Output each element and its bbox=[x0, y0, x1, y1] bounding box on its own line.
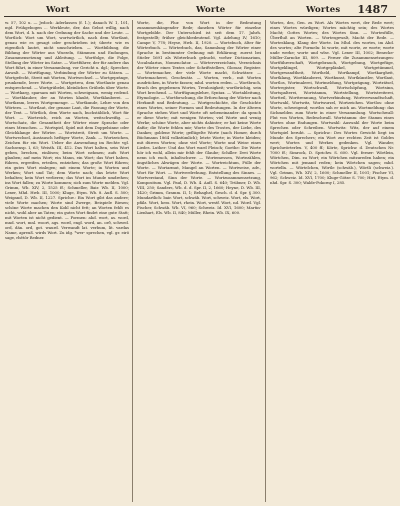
running-head-right: Wortes bbox=[306, 5, 341, 15]
header-rule bbox=[4, 16, 396, 17]
page-number: 1487 bbox=[357, 3, 388, 16]
text-column-2 bbox=[137, 20, 261, 502]
column-text: Wortes, des, Gen. zu Wort. Als Wortes wert, der Rede wert; eines Wortes würdigen; Wortes mächtig sein; des Wortes Macht; Gottes Wortes; des Wortes Sinn. — Wortesfülle, Überfluß an Worten. — Wortesgewalt, Macht der Rede. — Wortesklang, Klang der Worte. Im Mhd. des wortes, im Ahd. des wortes; alte Formeln: bi worte, mit worte, ze worte; worte unde werke; worte und wîse. Vgl. Lexer III, 1002; Benecke-Müller-Zarncke III, 809. — Ferner die Zusammensetzungen: Wortführerschaft, Wortgebrauch, Wortgebung, Wortgefüge, Wortgeklingel, Wortgeplänkel, Wortgetümmel, Wortgewandtheit, Wortheld, Wortkampf, Wortkargheit, Wortklang, Wortklauberei, Wortkunst, Wortkünstler, Wortlaut, Wortlos, Wortmalerei, Wortmeldung, Wortprägung, Worträtsel, Wortregister, Wortschwall, Wortschöpfung, Wortsinn, Wortspalterei, Wortstamm, Wortstellung, Wortstreiterei, Wortteil, Worttrennung, Wortverbindung, Wortverwandtschaft, Wortwahl, Wortwitz, Wortwurzel, Wortzeichen. Wortlos: ohne Worte, schweigend; wortlos sah er mich an. Wortmeldung: das Sichmelden zum Worte in einer Versammlung. Wortschwall: Flut von Worten, Redeschwall. Wortstamm: der Stamm eines Wortes ohne Endungen. Wortwahl: Auswahl der Worte beim Sprechen oder Schreiben. Wortwitz: Witz, der auf einem Wortspiel beruht. — Sprichw.: Des Wortes Gewicht liegt im Munde des Sprechers; ein Wort zur rechten Zeit ist Goldes wert; Wortes und Werkes gedenken. Vgl. Wander, Sprichwörterlex. V, 400 ff.; Körte, Sprichw. d. Deutschen Nr. 7000 ff.; Simrock, D. Sprichw. S. 600. Vgl. ferner: Wörtlein, Wörtchen, Dim. zu Wort; ein Wörtchen mitzureden haben; ein Wörtchen mit jemand reden; kein Wörtchen sagen; mhd. wortelîn. — Wörtelchen, Wörtle (schwäb.), Wörtli (schweiz.). Vgl. Grimm, Wb. XIV, 2, 1600; Schmeller II, 1001; Fischer VI, 962; Schweiz. Id. XVI, 1700; Kluge-Götze S. 700; Hirt, Etym. d. nhd. Spr. S. 300; Walde-Pokorny I, 285. bbox=[270, 20, 394, 185]
running-head-middle: Worte bbox=[196, 5, 226, 15]
text-column-1 bbox=[5, 20, 129, 502]
column-divider bbox=[265, 20, 266, 502]
column-text: Worte, die, Plur. von Wort in der Bedeutung zusammenhängender Rede; daneben Wörter für einzelne Wortgebilde. Der Unterschied ist seit dem 17. Jahrh. festgestellt; früher gleichbedeutend. Vgl. Adelung IV, 1610; Campe V, 778; Heyse, Hwb. II, 1920. — Wortebuch, älter für Wörterbuch. — Wörterbuch, das, Sammlung der Wörter einer Sprache in bestimmter Ordnung mit Erklärung; zuerst bei Stieler 1691 als Wörterbuch gebucht, vorher Dictionarium, Vocabularius, Nomenclator. — Wörterverzeichnis, Verzeichnis der Wörter eines Textes oder Schriftstellers, Glossar, Register. — Wortemacher, der viele Worte macht, Schwätzer. — Wortemacherei, Geschwätz. — Worten, verb., mit Worten ausdrücken, in Worte fassen; mhd. worten reden. — Wortbruch, Bruch des gegebenen Wortes, Treulosigkeit; wortbrüchig, sein Wort brechend. — Wortfügungslehre, Syntax. — Wortableitung, Etymologie. — Wortforschung, die Erforschung der Wörter nach Herkunft und Bedeutung. — Wortgeschichte, die Geschichte eines Wortes, seiner Formen und Bedeutungen. In der älteren Sprache stehen Wort und Worte oft nebeneinander: da sprach er diese Worte; mit wenigen Worten; viel Worte und wenig Werke; schöne Worte, aber nichts dahinter; er hat keine Worte dafür; die Worte fehlen mir; Worte des Trostes, der Liebe, des Dankes; goldene Worte; geflügelte Worte (nach Homer, durch Büchmann 1864 volkstümlich); letzte Worte; in Worte kleiden; mit dürren Worten; ohne viel Worte; Worte und Weise eines Liedes. Luther: Und das Wort ward Fleisch; Goethe: Die Worte hör ich wohl, allein mir fehlt der Glaube; Schiller: Drei Worte nenn ich euch, inhaltschwer. — Wortemessen, Wortezählen, ängstliches Abwägen der Worte. — Wortreichtum, Fülle der Worte. — Wortarmut, Mangel an Worten. — Wortweise, adv., Wort für Wort. — Wortverdrehung, Entstellung des Sinnes. — Wortverstand, Sinn der Worte. — Wortzusammensetzung, Kompositum. Vgl. Paul, D. Wb. 4. Aufl. S. 640; Trübner, D. Wb. VIII, 250; Sanders, Wb. d. d. Spr. II, 2, 1660; Heyne, D. Wb. III, 1420; Grimm, Gramm. II, 1; Behaghel, Gesch. d. d. Spr. § 300. Mundartlich: bair. Wort, schwäb. Wort, schweiz. Wort, els. Wort, pfälz. Wort, hess. Wort, rhein. Wort, westf. Wort, nd. Word. Vgl. Fischer, Schwäb. Wb. VI, 960; Schweiz. Id. XVI, 1600; Martin-Lienhart, Els. Wb. II, 840; Müller, Rhein. Wb. IX, 600. bbox=[137, 20, 261, 215]
column-divider bbox=[132, 20, 133, 502]
column-text: w. 57, 102 u. — Jedoch: Aderlassen (f. 1.); danach W. 1, 101, mjd. Frühgebogen ... Werkleute, der, das Gebot willig, nach dem Wort, d. h. nach der Ordnung der Sache und der Leute. — Wortlich: Wort um Wort, wortwörtlich, nach dem Wortlaut, genau wie es gesagt oder geschrieben ist; übertr. wie es eigentlich lautet, nicht umschrieben. — Wortbildung, die Bildung der Wörter aus Wurzeln, Stämmen und Endungen, Zusammensetzung und Ableitung. — Wortfolge, die Folge, Stellung der Wörter im Satze. — Wortführer, der für andere das Wort führt, in einer Versammlung, vor Gericht u. dgl.; Sprecher, Anwalt. — Wortfügung, Verbindung der Wörter zu Sätzen. — Wortgefecht, Streit mit Worten, Wortwechsel. — Wortgepränge, prunkende, leere Worte. — Wortgetreu, dem Wortlaute genau entsprechend. — Wortgrübelei, kleinliches Grübeln über Worte. — Wortkarg, sparsam mit Worten, schweigsam, wenig redend. — Wortklauber, der an Worten klaubt, Wortklauberei. — Wortkram, leeres Wortgemenge. — Wortkunde, Lehre von den Wörtern. — Wortlaut, der genaue Laut, die Fassung der Worte, der Text. — Wörtlich, dem Worte nach, buchstäblich, Wort für Wort. — Wortreich, reich an Worten, weitschweifig. — Wortschatz, die Gesamtheit der Wörter einer Sprache oder eines Menschen. — Wortspiel, Spiel mit dem Doppelsinne oder Gleichklange der Wörter. — Wortstreit, Streit um Worte. — Wortwechsel, Austausch heftiger Worte, Zank. — Wortzeichen, Zeichen für ein Wort. Ueber die Anwendung im Rechte vgl. Sachsensp. I, 63; Weisth. III, 412. Das Wort halten, sein Wort geben, brechen, einlösen; beim Wort nehmen; aufs Wort glauben; auf mein Wort; ein Mann, ein Wort; das Wort haben, führen, ergreifen, erteilen, entziehen; das große Wort führen; ein gutes Wort einlegen; mit einem Worte; in Worten und Werken; Wort und Tat; dem Worte nach; das letzte Wort behalten; kein Wort verlieren; das Wort im Munde umdrehen; ins Wort fallen; zu Worte kommen; sich zum Worte melden. Vgl. Grimm, Wb. XIV, 2, 1525 ff.; Schmeller, Bair. Wb. II, 1000; Lexer, Mhd. Hwb. III, 1000; Kluge, Etym. Wb. 8. Aufl. S. 500; Weigand, D. Wb. II, 1227. Sprichw.: Ein Wort gibt das andere; viele Worte machen; Worte sind Zwerge, Beispiele Riesen; schöne Worte machen den Kohl nicht fett; an Worten fehlt es nicht, wohl aber an Taten; ein gutes Wort findet eine gute Statt; mit Worten ist nicht gedient. — Formen: ahd. wort, as. word, mnd. wort, mnl. woort, ags. word, engl. word, an. orð, schwed. ord, dän. ord, got. waurd. Verwandt lat. verbum, lit. vardas Name, apreuß. wirds Wort. Zu idg. *wer- sprechen, vgl. gr. eirō sage, rhētōr Redner. bbox=[5, 20, 129, 240]
running-head-left: Wort bbox=[46, 5, 70, 15]
text-column-3 bbox=[270, 20, 394, 502]
